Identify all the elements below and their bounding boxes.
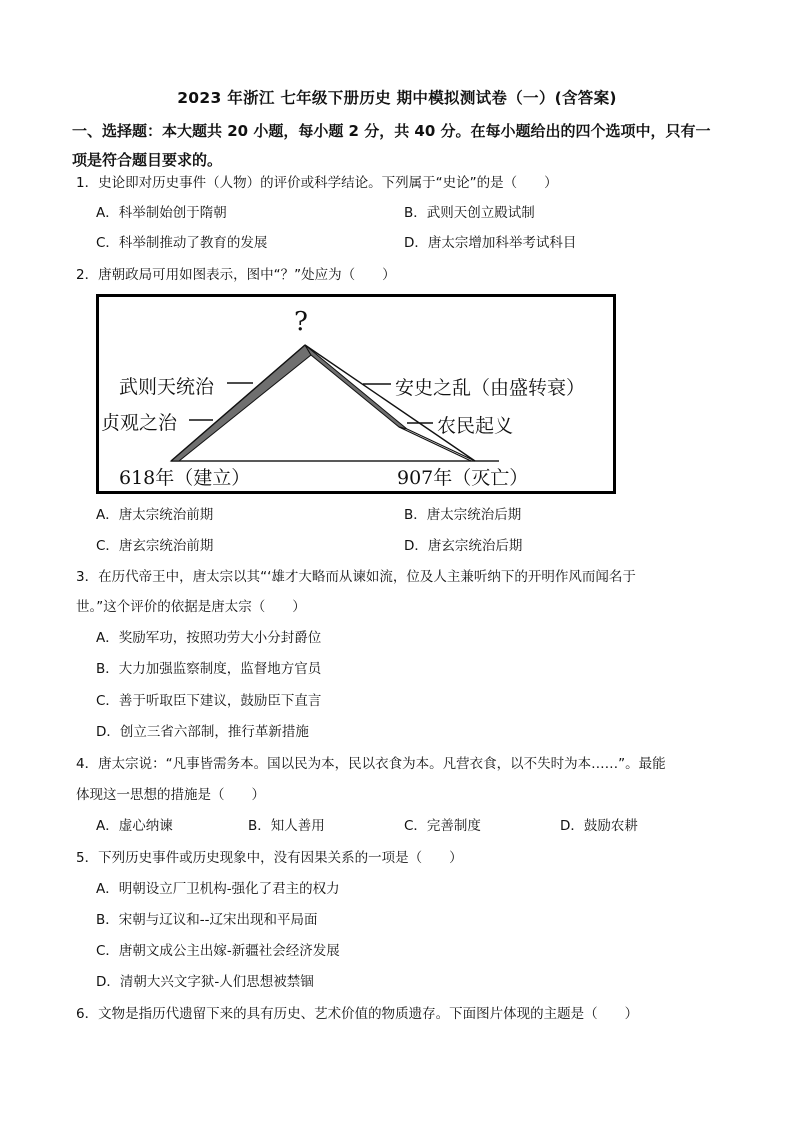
label-anshi-rebellion: 安史之乱（由盛转衰）: [395, 377, 586, 399]
q1-option-c: C．科举制推动了教育的发展: [96, 235, 268, 251]
question-4-stem-line1: 4．唐太宗说：“凡事皆需务本。国以民为本，民以衣食为本。凡营衣食，以不失时为本……”。最能: [76, 756, 666, 772]
tang-dynasty-diagram: [96, 294, 616, 494]
label-wu-zetian: 武则天统治: [119, 376, 215, 398]
q4-option-d: D．鼓励农耕: [560, 818, 638, 834]
q5-option-b: B．宋朝与辽议和--辽宋出现和平局面: [96, 912, 318, 928]
q4-option-c: C．完善制度: [404, 818, 481, 834]
question-3-stem-line2: 世。”这个评价的依据是唐太宗（ ）: [76, 599, 306, 615]
label-start-618: 618年（建立）: [119, 467, 251, 489]
q4-option-a: A．虚心纳谏: [96, 818, 173, 834]
q5-option-a: A．明朝设立厂卫机构-强化了君主的权力: [96, 881, 340, 897]
section-heading: 一、选择题：本大题共 20 小题，每小题 2 分，共 40 分。在每小题给出的四个选项中，只有一项是符合题目要求的。: [72, 122, 711, 169]
question-3-stem-line1: 3．在历代帝王中，唐太宗以其“‘雄才大略而从谏如流，位及人主兼听纳下的开明作风而闻名于: [76, 569, 636, 585]
q2-option-b: B．唐太宗统治后期: [404, 507, 522, 523]
q5-option-c: C．唐朝文成公主出嫁-新疆社会经济发展: [96, 943, 340, 959]
label-end-907: 907年（灭亡）: [397, 467, 529, 489]
label-zhenguan: 贞观之治: [101, 412, 178, 434]
q3-option-a: A．奖励军功，按照功劳大小分封爵位: [96, 630, 322, 646]
question-2-stem: 2．唐朝政局可用如图表示，图中“？”处应为（ ）: [76, 267, 396, 283]
q4-option-b: B．知人善用: [248, 818, 325, 834]
q1-option-d: D．唐太宗增加科举考试科目: [404, 235, 577, 251]
page-title: 2023 年浙江 七年级下册历史 期中模拟测试卷（一）(含答案): [177, 89, 617, 107]
question-4-stem-line2: 体现这一思想的措施是（ ）: [76, 787, 265, 803]
question-1-stem: 1．史论即对历史事件（人物）的评价或科学结论。下列属于“史论”的是（ ）: [76, 175, 558, 191]
q3-option-c: C．善于听取臣下建议，鼓励臣下直言: [96, 693, 322, 709]
q3-option-d: D．创立三省六部制，推行革新措施: [96, 724, 309, 740]
question-5-stem: 5．下列历史事件或历史现象中，没有因果关系的一项是（ ）: [76, 850, 463, 866]
question-6-stem: 6．文物是指历代遗留下来的具有历史、艺术价值的物质遗存。下面图片体现的主题是（ ）: [76, 1006, 639, 1022]
label-peasant-uprising: 农民起义: [437, 415, 514, 437]
q1-option-a: A．科举制始创于隋朝: [96, 205, 227, 221]
q2-option-a: A．唐太宗统治前期: [96, 507, 214, 523]
q2-option-c: C．唐玄宗统治前期: [96, 538, 214, 554]
q3-option-b: B．大力加强监察制度，监督地方官员: [96, 661, 322, 677]
q1-option-b: B．武则天创立殿试制: [404, 205, 535, 221]
q5-option-d: D．清朝大兴文字狱-人们思想被禁锢: [96, 974, 314, 990]
q2-option-d: D．唐玄宗统治后期: [404, 538, 523, 554]
apex-question-mark: ?: [294, 307, 308, 337]
